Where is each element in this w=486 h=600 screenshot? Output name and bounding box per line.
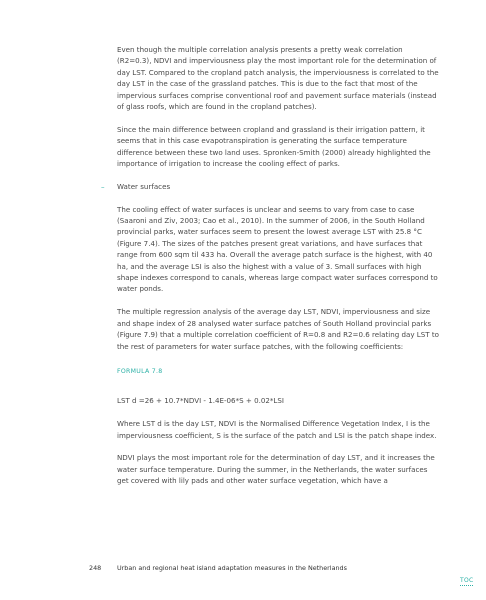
paragraph-ndvi: NDVI plays the most important role for the determination of day LST, and it increases the water surface temperature. During the summer, in the Netherlands, the water surfaces get covered with lily pads and other water surface vegetation, which have a [117,453,435,486]
bullet-dash: – [101,181,105,191]
body-text [101,44,439,498]
paragraph-grassland-correlation: Even though the multiple correlation analysis presents a pretty weak correlation (R2=0.3), NDVI and imperviousness play the most important role for the determination of day LST. Compared to the cropland patch analysis, the imperviousness is correlated to the day LST in the case of the grassland patches. This is due to the fact that most of the impervious surfaces comprise conventional roof and pavement surface materials (instead of glass roofs, which are found in the cropland patches). [117,45,439,112]
bullet-label: Water surfaces [117,181,171,191]
page-number: 248 [89,564,102,572]
formula: LST d =26 + 10.7*NDVI - 1.4E-06*S + 0.02*LSI [117,396,284,406]
paragraph-formula-definitions: Where LST d is the day LST, NDVI is the Normalised Difference Vegetation Index, I is the imperviousness coefficient, S is the surface of the patch and LSI is the patch shape index. [117,419,437,440]
running-title: Urban and regional heat island adaptation measures in the Netherlands [117,564,347,572]
formula-label: FORMULA 7.8 [117,367,163,375]
bullet-water-surfaces [101,181,439,192]
paragraph-irrigation: Since the main difference between cropland and grassland is their irrigation pattern, it seems that in this case evapotranspiration is generating the surface temperature difference between these two land uses. Spronken-Smith (2000) already highlighted the importance of irrigation to increase the cooling effect of parks. [117,124,431,169]
paragraph-water-cooling: The cooling effect of water surfaces is unclear and seems to vary from case to case (Saaroni and Ziv, 2003; Cao et al., 2010). In the summer of 2006, in the South Holland provincial parks, water surfaces seem to present the lowest average LST with 25.8 °C (Figure 7.4). The sizes of the patches present great variations, and have surfaces that range from 600 sqm til 433 ha. Overall the average patch surface is the highest, with 40 ha, and the average LSI is also the highest with a value of 3. Small surfaces with high shape indexes correspond to canals, whereas large compact water surfaces correspond to water ponds. [117,204,438,294]
page-footer [89,564,347,572]
paragraph-regression: The multiple regression analysis of the average day LST, NDVI, imperviousness and size and shape index of 28 analysed water surface patches of South Holland provincial parks (Figure 7.9) that a multiple correlation coefficient of R=0.8 and R2=0.6 relating day LST to the rest of parameters for water surface patches, with the following coefficients: [117,307,439,351]
toc-link[interactable]: TOC [460,577,474,584]
